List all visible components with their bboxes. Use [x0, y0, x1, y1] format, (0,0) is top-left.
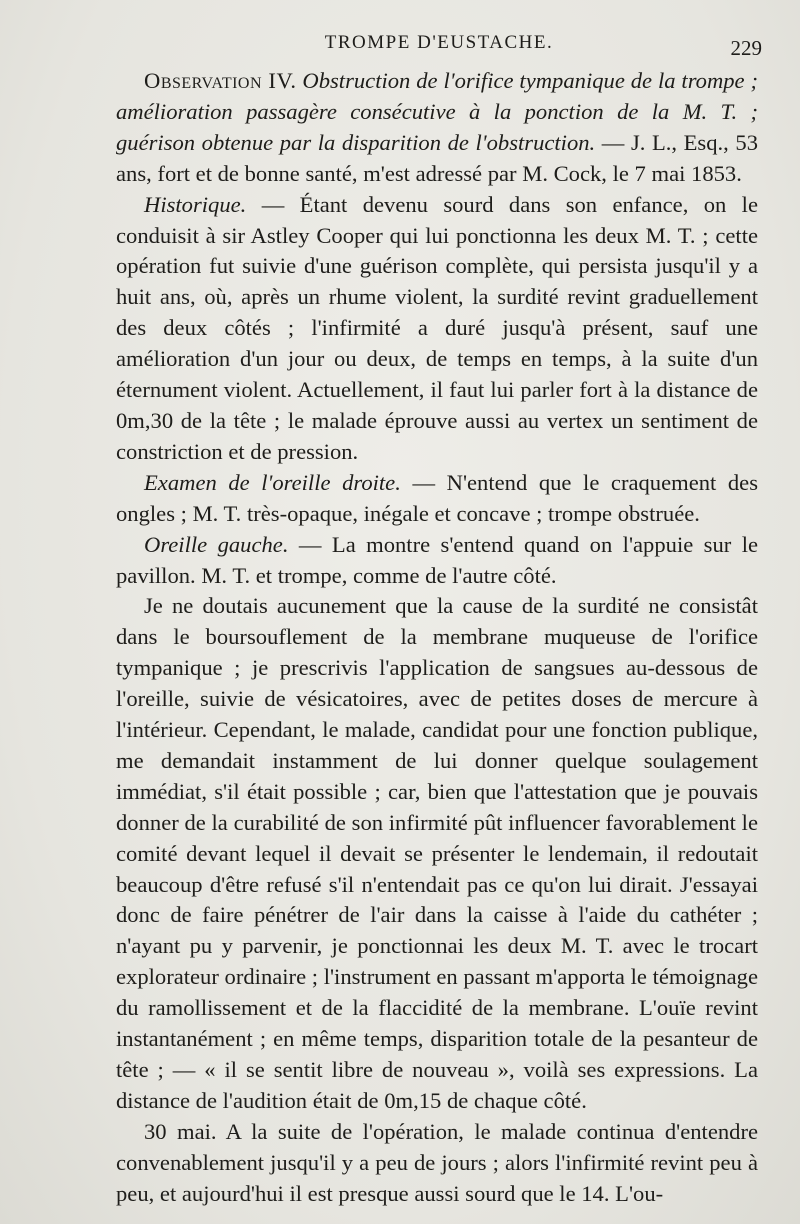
running-title: TROMPE D'EUSTACHE. — [324, 32, 554, 53]
body-text — [116, 66, 758, 1210]
paragraph-30-mai: 30 mai. A la suite de l'opération, le malade continua d'entendre convenablement jusqu'il y a peu de jours ; alors l'infirmité revint peu à peu, et aujourd'hui il est presque aussi sourd que le 14. L'ou- — [116, 1118, 758, 1206]
paragraph-observation — [116, 66, 758, 190]
observation-patient: — J. L., Esq., 53 ans, fort et de bonne santé, m'est adressé par M. Cock, le 7 mai 1853. — [116, 129, 758, 186]
observation-title: Obstruction de l'orifice tympanique de la trompe ; amélioration passagère consécutive à la ponction de la M. T. ; guérison obtenue par la disparition de l'obstruction. — [116, 68, 759, 155]
paragraph-historique — [116, 190, 758, 468]
paragraph-traitement: Je ne doutais aucunement que la cause de la surdité ne consistât dans le boursouflement de la membrane muqueuse de l'orifice tympanique ; je prescrivis l'application de sangsues au-dessous de l'oreille, suivie de vésicatoires, avec de petites doses de mercure à l'intérieur. Cependant, le malade, candidat pour une fonction publique, me demandait instamment de lui donner quelque soulagement immédiat, s'il était possible ; car, bien que l'attestation que je pouvais donner de la curabilité de son infirmité pût influencer favorablement le comité devant lequel il devait se présenter le lendemain, il redoutait beaucoup d'être refusé s'il n'entendait pas ce qu'on lui dirait. J'essayai donc de faire pénétrer de l'air dans la caisse à l'aide du cathéter ; n'ayant pu y parvenir, je ponctionnai les deux M. T. avec le trocart explorateur ordinaire ; l'instrument en passant m'apporta le témoignage du ramollissement et de la flaccidité de la membrane. L'ouïe revint instantanément ; en même temps, disparition totale de la pesanteur de tête ; — « il se sentit libre de nouveau », voilà ses expressions. La distance de l'audition était de 0m,15 de chaque côté. — [116, 593, 758, 1113]
paragraph-oreille-droite — [116, 468, 758, 530]
historique-text: — Étant devenu sourd dans son enfance, on le conduisit à sir Astley Cooper qui lui ponctionna les deux M. T. ; cette opération fut suivie d'une guérison complète, qui persista jusqu'il y a huit ans, où, après un rhume violent, la surdité revint graduellement des deux côtés ; l'infirmité a duré jusqu'à présent, sauf une amélioration d'un jour ou deux, de temps en temps, à la suite d'un éternument violent. Actuellement, il faut lui parler fort à la distance de 0m,30 de la tête ; le malade éprouve aussi au vertex un sentiment de constriction et de pression. — [116, 191, 758, 464]
oreille-gauche-text: — La montre s'entend quand on l'appuie sur le pavillon. M. T. et trompe, comme de l'autre côté. — [116, 531, 758, 588]
oreille-droite-text: — N'entend que le craquement des ongles ; M. T. très-opaque, inégale et concave ; trompe obstruée. — [116, 469, 759, 526]
oreille-gauche-label: Oreille gauche. — [144, 531, 289, 557]
page-number: 229 — [730, 36, 762, 60]
observation-label: Observation IV. — [144, 68, 297, 93]
paragraph-oreille-gauche — [116, 530, 758, 592]
page-header — [116, 28, 762, 58]
oreille-droite-label: Examen de l'oreille droite. — [144, 469, 401, 495]
historique-label: Historique. — [144, 191, 247, 217]
